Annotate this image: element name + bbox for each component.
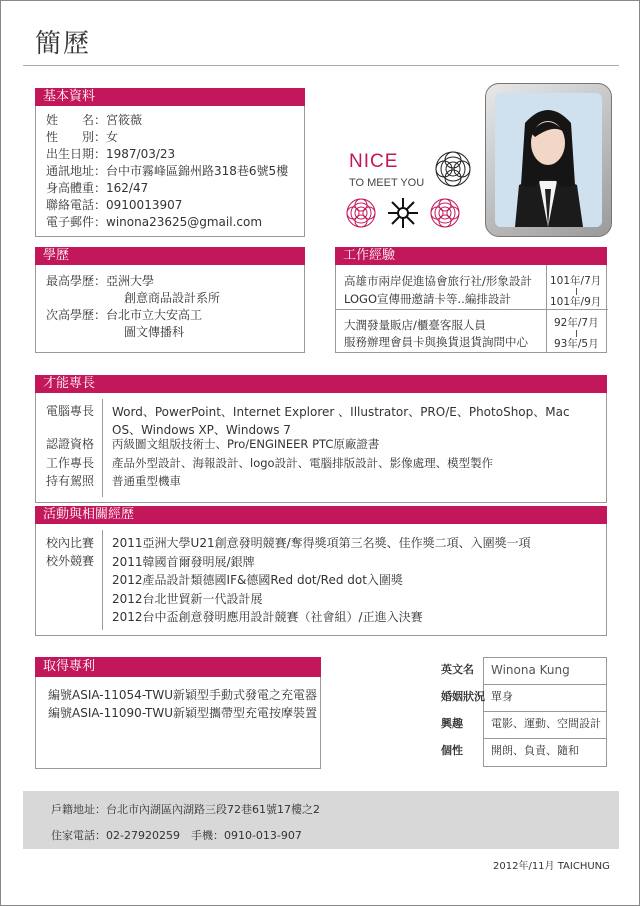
section-header-work-experience: 工作經驗 <box>335 247 607 265</box>
work-job-1-line-2: LOGO宣傳冊邀請卡等..編排設計 <box>344 292 511 306</box>
black-rosette-icon <box>433 149 473 189</box>
activity-item: 2011韓國首爾發明展/銀牌 <box>112 554 255 569</box>
education-label: 最高學歷： <box>46 274 107 288</box>
info-label-hobbies: 興趣 <box>441 717 463 730</box>
info-label-personality: 個性 <box>441 744 463 757</box>
patent-item: 編號ASIA-11090-TWU新穎型攜帶型充電按摩裝置 <box>48 706 318 720</box>
basic-row-value: 0910013907 <box>106 198 183 212</box>
basic-row-email[interactable] <box>46 214 288 231</box>
skill-value: 普通重型機車 <box>112 474 181 488</box>
nice-heading: NICE <box>349 151 399 172</box>
page-title: 簡歷 <box>35 29 92 59</box>
pink-rosette-icon <box>431 199 459 227</box>
skill-label: 電腦專長 <box>46 404 95 418</box>
basic-row-label: 出生日期： <box>46 147 107 161</box>
personal-info-grid <box>429 657 607 767</box>
work-job-1-start: 101年/7月 <box>550 275 602 287</box>
education-dept: 圖文傳播科 <box>124 325 185 339</box>
grid-line <box>483 684 607 685</box>
grid-line <box>483 738 607 739</box>
activity-item: 2011亞洲大學U21創意發明競賽/奪得獎項第三名獎、佳作獎二項、入圍獎一項 <box>112 536 531 550</box>
skill-value: 產品外型設計、海報設計、logo設計、電腦排版設計、影像處理、模型製作 <box>112 456 494 470</box>
work-job-2-line-2: 服務辦理會員卡與換貨退貨詢問中心 <box>344 335 528 349</box>
work-job-2-line-1: 大潤發量販店/櫃臺客服人員 <box>344 318 486 332</box>
info-label-english-name: 英文名 <box>441 663 474 676</box>
basic-row-value: 宮筱薇 <box>106 113 143 127</box>
activities-column-divider <box>102 530 103 630</box>
work-job-2-end: 93年/5月 <box>554 338 599 350</box>
basic-info-list <box>46 112 288 231</box>
footer-home-phone: 住家電話：02-27920259 <box>51 829 191 842</box>
basic-row-name <box>46 112 288 129</box>
section-header-activities: 活動與相關經歷 <box>35 506 607 524</box>
basic-row-gender <box>46 129 288 146</box>
education-dept: 創意商品設計系所 <box>124 291 221 305</box>
activity-list <box>112 534 531 627</box>
section-header-skills: 才能專長 <box>35 375 607 393</box>
skill-value: Word、PowerPoint、Internet Explorer 、Illustrator、PRO/E、PhotoShop、Mac OS、Windows XP、Windows 7 <box>112 405 570 437</box>
education-school: 台北市立大安高工 <box>106 308 203 322</box>
basic-row-label: 通訊地址： <box>46 164 107 178</box>
patents-box <box>35 677 321 769</box>
activity-label: 校內比賽 <box>46 536 95 550</box>
basic-row-phone <box>46 197 288 214</box>
basic-row-value: 162/47 <box>106 181 149 195</box>
skills-column-divider <box>102 399 103 497</box>
title-divider <box>23 65 619 66</box>
info-value-english-name: Winona Kung <box>491 663 570 677</box>
footer-contact <box>51 827 302 843</box>
basic-row-birthday <box>46 146 288 163</box>
basic-row-label: 性 別： <box>46 130 107 144</box>
activity-item: 2012台中盃創意發明應用設計競賽（社會組）/正進入決賽 <box>112 610 423 624</box>
skill-label: 持有駕照 <box>46 474 95 488</box>
activity-item: 2012產品設計類德國IF&德國Red dot/Red dot入圍獎 <box>112 573 403 587</box>
activities-box <box>35 524 607 636</box>
section-header-patents: 取得專利 <box>35 657 321 677</box>
basic-row-label: 身高體重： <box>46 181 107 195</box>
section-header-basic-info: 基本資料 <box>35 88 305 106</box>
decorative-ornaments <box>343 195 463 233</box>
skill-label: 認證資格 <box>46 437 95 451</box>
work-job-1-end: 101年/9月 <box>550 296 602 308</box>
basic-row-label: 聯絡電話： <box>46 198 107 212</box>
patent-item: 編號ASIA-11054-TWU新穎型手動式發電之充電器 <box>48 688 318 702</box>
activity-item: 2012台北世貿新一代設計展 <box>112 591 263 606</box>
pink-rosette-icon <box>347 199 375 227</box>
basic-info-box <box>35 106 305 237</box>
work-job-1-line-1: 高雄市兩岸促進協會旅行社/形象設計 <box>344 274 532 288</box>
basic-row-height-weight <box>46 180 288 197</box>
info-value-marital-status: 單身 <box>491 690 513 703</box>
email-link[interactable]: winona23625@gmail.com <box>106 215 263 229</box>
education-school: 亞洲大學 <box>106 274 155 288</box>
section-header-education: 學歷 <box>35 247 305 265</box>
activity-label: 校外競賽 <box>46 554 95 568</box>
footer-registered-address: 戶籍地址：台北市內湖區內湖路三段72巷61號17樓之2 <box>51 803 320 816</box>
footer-date-location: 2012年/11月 TAICHUNG <box>493 861 610 872</box>
info-label-marital-status: 婚姻狀況 <box>441 690 485 703</box>
snowflake-icon <box>388 198 418 228</box>
education-list <box>46 273 220 341</box>
basic-row-value: 1987/03/23 <box>106 147 176 161</box>
grid-line <box>483 711 607 712</box>
info-value-personality: 開朗、負責、隨和 <box>491 744 579 757</box>
education-row <box>46 307 220 324</box>
skills-box <box>35 393 607 503</box>
footer-mobile: 手機：0910-013-907 <box>190 829 302 842</box>
basic-row-value: 台中市霧峰區錦州路318巷6號5樓 <box>106 164 289 178</box>
profile-photo <box>495 93 602 227</box>
info-value-hobbies: 電影、運動、空間設計 <box>491 717 601 730</box>
basic-row-label: 姓 名： <box>46 113 107 127</box>
education-label: 次高學歷： <box>46 308 107 322</box>
work-experience-box <box>335 265 607 353</box>
basic-row-value: 女 <box>106 130 119 144</box>
work-job-2-start: 92年/7月 <box>554 317 599 329</box>
skill-label: 工作專長 <box>46 456 95 470</box>
basic-row-label: 電子郵件： <box>46 215 107 229</box>
education-row <box>46 273 220 290</box>
skill-value: 丙級圖文組版技術士、Pro/ENGINEER PTC原廠證書 <box>112 437 380 451</box>
footer-band <box>23 791 619 849</box>
education-box <box>35 265 305 353</box>
meet-you-subheading: TO MEET YOU <box>349 177 425 189</box>
basic-row-address <box>46 163 288 180</box>
